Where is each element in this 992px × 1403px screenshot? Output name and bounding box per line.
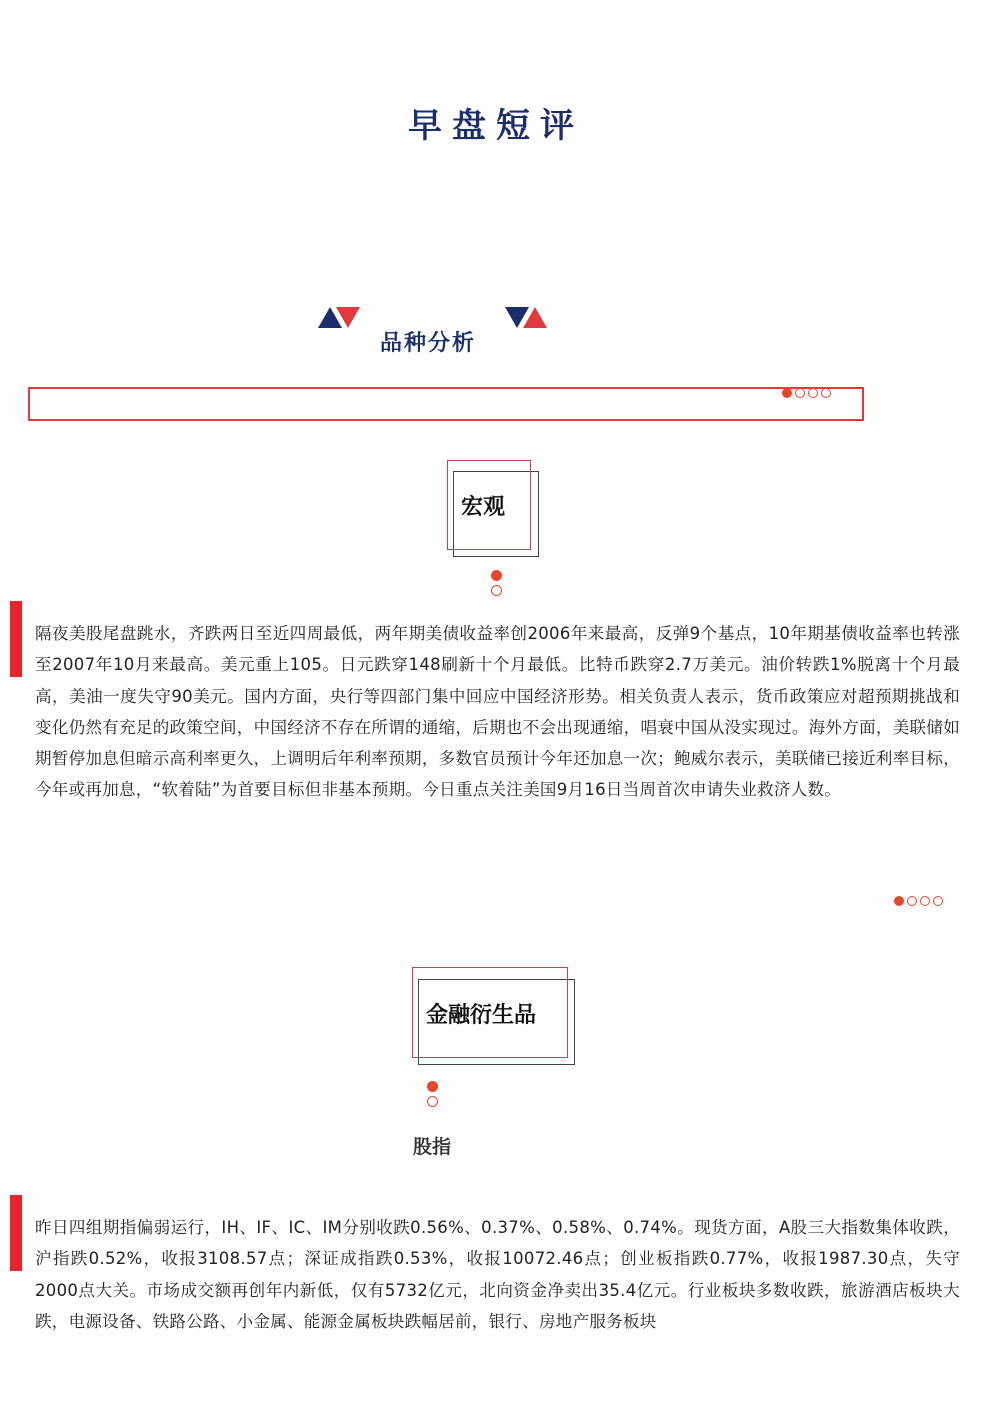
section-title: 品种分析 (380, 331, 477, 356)
derivatives-label: 金融衍生品 (426, 1003, 537, 1028)
section-banner (28, 387, 864, 421)
dot-filled-icon (427, 1081, 438, 1092)
paragraph-accent-bar (10, 1195, 22, 1271)
dots-decoration-icon (894, 896, 943, 906)
subsection-title: 股指 (413, 1136, 452, 1158)
derivatives-paragraph: 昨日四组期指偏弱运行，IH、IF、IC、IM分别收跌0.56%、0.37%、0.58%、0.74%。现货方面，A股三大指数集体收跌，沪指跌0.52%，收报3108.57点；深证成指跌0.53%，收报10072.46点；创业板指跌0.77%，收报1987.30点，失守2000点大关。市场成交额再创年内新低，仅有5732亿元，北向资金净卖出35.4亿元。行业板块多数收跌，旅游酒店板块大跌，电源设备、铁路公路、小金属、能源金属板块跌幅居前，银行、房地产服务板块 (35, 1218, 960, 1331)
macro-label: 宏观 (461, 495, 506, 520)
paragraph-accent-bar (10, 601, 22, 677)
dots-decoration-icon (782, 388, 831, 398)
page-title: 早盘短评 (408, 106, 584, 146)
dot-hollow-icon (491, 585, 502, 596)
macro-paragraph: 隔夜美股尾盘跳水，齐跌两日至近四周最低，两年期美债收益率创2006年来最高，反弹9个基点，10年期基债收益率也转涨至2007年10月来最高。美元重上105。日元跌穿148刷新十个月最低。比特币跌穿2.7万美元。油价转跌1%脱离十个月最高，美油一度失守90美元。国内方面，央行等四部门集中回应中国经济形势。相关负责人表示，货币政策应对超预期挑战和变化仍然有充足的政策空间，中国经济不存在所谓的通缩，后期也不会出现通缩，唱衰中国从没实现过。海外方面，美联储如期暂停加息但暗示高利率更久，上调明后年利率预期，多数官员预计今年还加息一次；鲍威尔表示，美联储已接近利率目标，今年或再加息，“软着陆”为首要目标但非基本预期。今日重点关注美国9月16日当周首次申请失业救济人数。 (35, 624, 960, 800)
dot-filled-icon (491, 570, 502, 581)
dot-hollow-icon (427, 1096, 438, 1107)
